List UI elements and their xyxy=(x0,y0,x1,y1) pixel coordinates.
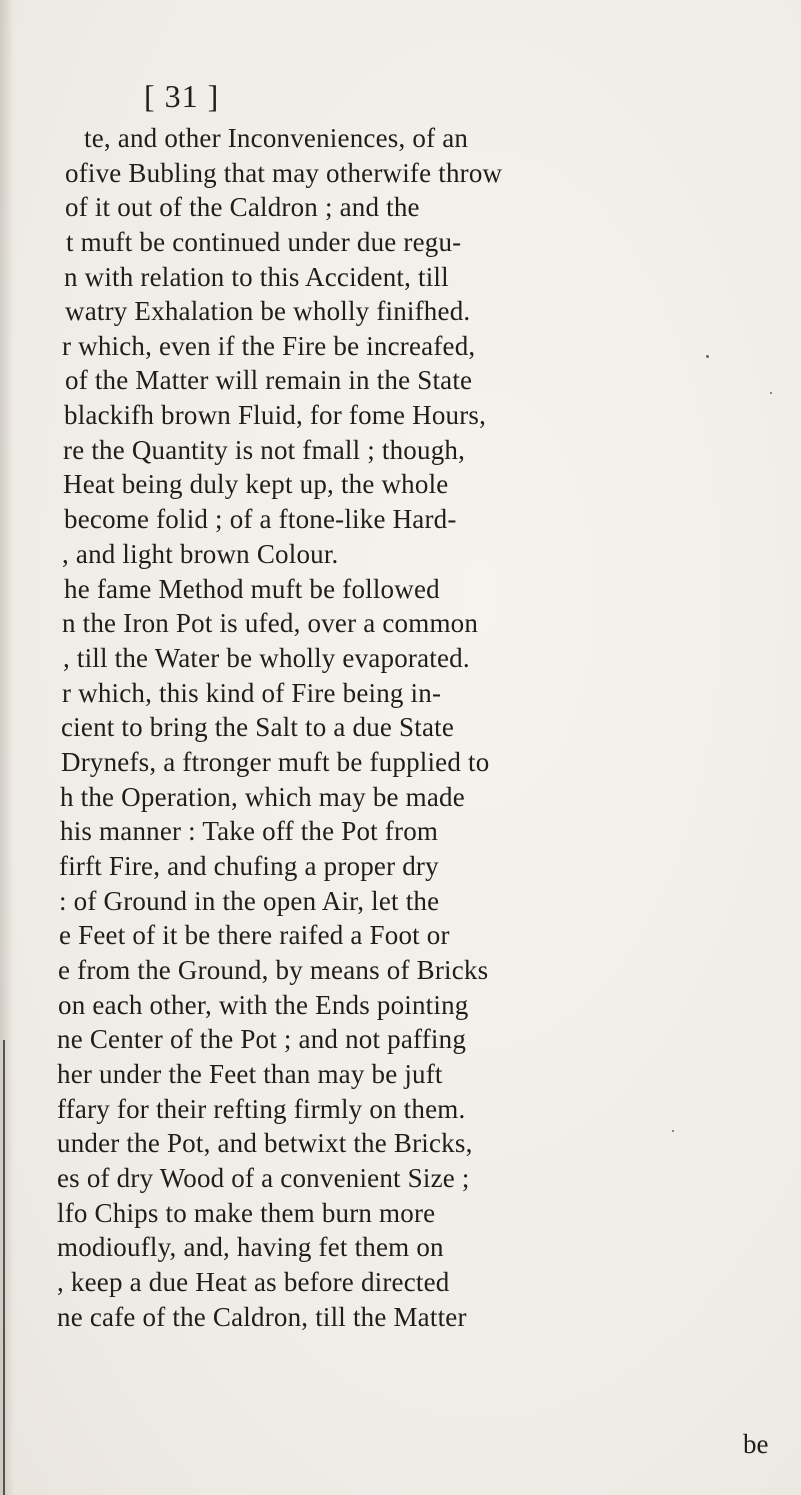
text-line: firft Fire, and chufing a proper dry xyxy=(59,851,439,881)
text-line: cient to bring the Salt to a due State xyxy=(61,712,455,742)
text-line: ofive Bubling that may otherwife throw xyxy=(65,158,503,188)
text-line: e Feet of it be there raifed a Foot or xyxy=(59,920,450,950)
text-line: under the Pot, and betwixt the Bricks, xyxy=(57,1128,473,1158)
page-number: [ 31 ] xyxy=(144,78,220,114)
text-line: of it out of the Caldron ; and the xyxy=(65,192,420,222)
paper-speck xyxy=(672,1130,674,1132)
text-line: watry Exhalation be wholly finifhed. xyxy=(65,296,471,326)
text-line: , till the Water be wholly evaporated. xyxy=(63,643,470,673)
text-line: ne cafe of the Caldron, till the Matter xyxy=(57,1302,467,1332)
text-line: ffary for their refting firmly on them. xyxy=(57,1094,466,1124)
text-line: e from the Ground, by means of Bricks xyxy=(58,955,489,985)
text-line: re the Quantity is not fmall ; though, xyxy=(63,435,466,465)
text-line: modioufly, and, having fet them on xyxy=(57,1232,444,1262)
text-line: he fame Method muft be followed xyxy=(64,574,440,604)
catchword: be xyxy=(743,1429,769,1459)
text-line: lfo Chips to make them burn more xyxy=(57,1198,436,1228)
paper-speck xyxy=(706,355,709,358)
text-line: ne Center of the Pot ; and not paffing xyxy=(57,1024,467,1054)
text-line: r which, this kind of Fire being in- xyxy=(62,678,442,708)
text-line: es of dry Wood of a convenient Size ; xyxy=(57,1163,470,1193)
text-line: on each other, with the Ends pointing xyxy=(58,990,469,1020)
text-line: t muft be continued under due regu- xyxy=(66,227,462,257)
text-line: n with relation to this Accident, till xyxy=(64,262,449,292)
text-line: h the Operation, which may be made xyxy=(60,782,465,812)
text-line: te, and other Inconveniences, of an xyxy=(84,123,469,153)
text-line: : of Ground in the open Air, let the xyxy=(59,886,440,916)
text-line: Drynefs, a ftronger muft be fupplied to xyxy=(61,747,490,777)
paper-speck xyxy=(770,392,772,394)
text-line: n the Iron Pot is ufed, over a common xyxy=(62,608,479,638)
text-line: of the Matter will remain in the State xyxy=(65,365,473,395)
text-line: blackifh brown Fluid, for fome Hours, xyxy=(64,400,487,430)
text-line: , and light brown Colour. xyxy=(62,539,339,569)
text-line: his manner : Take off the Pot from xyxy=(60,816,439,846)
gutter-edge xyxy=(3,1040,5,1495)
text-line: Heat being duly kept up, the whole xyxy=(63,469,449,499)
text-line: , keep a due Heat as before directed xyxy=(57,1267,450,1297)
text-line: r which, even if the Fire be increafed, xyxy=(62,331,476,361)
text-line: become folid ; of a ftone-like Hard- xyxy=(64,504,457,534)
text-line: her under the Feet than may be juft xyxy=(57,1059,443,1089)
